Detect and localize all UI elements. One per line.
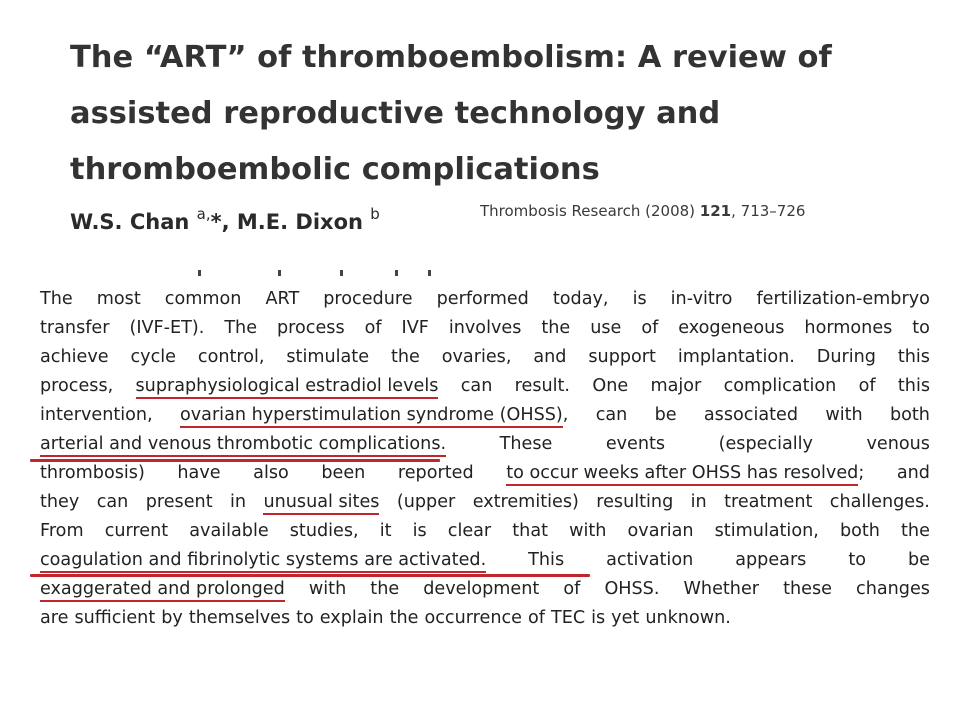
- authors-line: [70, 207, 380, 234]
- author-2-name: M.E. Dixon: [236, 210, 363, 234]
- word: appears: [735, 550, 807, 570]
- word: occurrence: [424, 608, 522, 628]
- word: associated: [703, 405, 799, 425]
- word: can: [595, 405, 628, 425]
- word: this: [897, 347, 930, 367]
- word: process: [277, 318, 345, 338]
- abstract-line: [40, 372, 930, 401]
- title-line-1: The “ART” of thromboembolism: A review of: [70, 40, 832, 75]
- author-separator: ,: [221, 210, 237, 234]
- word: to: [296, 608, 314, 628]
- word: sufficient: [74, 608, 156, 628]
- word: During: [816, 347, 876, 367]
- journal-volume: 121: [699, 202, 732, 220]
- paper-title: [70, 30, 940, 198]
- word: One: [592, 376, 629, 396]
- word: control,: [197, 347, 265, 367]
- word: OHSS.: [604, 579, 660, 599]
- word: present: [145, 492, 213, 512]
- word: the: [541, 318, 571, 338]
- word: (IVF-ET).: [129, 318, 205, 338]
- word: with: [569, 521, 607, 541]
- abstract-line: [40, 430, 930, 459]
- word: IVF: [401, 318, 429, 338]
- word: Whether: [683, 579, 760, 599]
- word: to: [848, 550, 866, 570]
- word: can: [96, 492, 129, 512]
- abstract-line: [40, 314, 930, 343]
- underlined-text: exaggerated and prolonged: [40, 579, 285, 602]
- word: in-vitro: [670, 289, 733, 309]
- word: unknown.: [645, 608, 731, 628]
- word: it: [379, 521, 392, 541]
- word: stimulation,: [714, 521, 819, 541]
- word: (especially: [718, 434, 813, 454]
- word: implantation.: [677, 347, 795, 367]
- word: performed: [436, 289, 529, 309]
- title-line-3: thromboembolic complications: [70, 152, 600, 187]
- journal-pages: , 713–726: [731, 202, 806, 220]
- word: The: [224, 318, 258, 338]
- word: fertilization-embryo: [756, 289, 930, 309]
- journal-name: Thrombosis Research (2008): [480, 202, 696, 220]
- abstract-line: [40, 285, 930, 314]
- underlined-text: ovarian hyperstimulation syndrome (OHSS): [180, 405, 563, 428]
- word: can: [460, 376, 493, 396]
- word: ovarian: [627, 521, 694, 541]
- underlined-phrase: [506, 459, 864, 488]
- word: with: [308, 579, 347, 599]
- word: the: [901, 521, 930, 541]
- cropped-text-fragment: [40, 262, 460, 276]
- word: ART: [265, 289, 300, 309]
- word: also: [253, 463, 289, 483]
- word: have: [177, 463, 221, 483]
- word: that: [512, 521, 548, 541]
- word: the: [389, 608, 419, 628]
- word: process,: [40, 376, 114, 396]
- word: changes: [856, 579, 930, 599]
- word: is: [632, 289, 647, 309]
- word: in: [230, 492, 247, 512]
- word: extremities): [472, 492, 579, 512]
- word: these: [783, 579, 832, 599]
- word: reported: [397, 463, 474, 483]
- underlined-phrase: [180, 401, 568, 430]
- word: been: [321, 463, 366, 483]
- word: is: [412, 521, 427, 541]
- abstract-line: [40, 575, 930, 604]
- word: explain: [319, 608, 384, 628]
- word: stimulate: [286, 347, 370, 367]
- underlined-phrase: [263, 488, 379, 517]
- underlined-text: supraphysiological estradiol levels: [136, 376, 439, 399]
- underlined-phrase: [40, 575, 285, 604]
- abstract-line: [40, 546, 930, 575]
- underlined-phrase: [40, 430, 446, 459]
- word: transfer: [40, 318, 110, 338]
- word: support: [588, 347, 656, 367]
- abstract-line: [40, 517, 930, 546]
- word: TEC: [550, 608, 586, 628]
- word: to: [912, 318, 930, 338]
- punctuation: ;: [858, 463, 865, 483]
- word: exogeneous: [678, 318, 785, 338]
- author-1-corresponding-mark: *: [210, 210, 222, 234]
- word: the: [370, 579, 400, 599]
- word: the: [390, 347, 420, 367]
- word: are: [40, 608, 69, 628]
- word: From: [40, 521, 84, 541]
- word: use: [590, 318, 622, 338]
- word: in: [690, 492, 707, 512]
- abstract-line: [40, 604, 930, 633]
- word: current: [104, 521, 169, 541]
- word: The: [40, 289, 73, 309]
- red-underline-stroke: [30, 574, 590, 577]
- word: cycle: [130, 347, 176, 367]
- word: by: [161, 608, 183, 628]
- word: activation: [606, 550, 694, 570]
- underlined-phrase: [40, 546, 486, 575]
- title-line-2: assisted reproductive technology and: [70, 96, 721, 131]
- word: be: [907, 550, 930, 570]
- word: common: [164, 289, 242, 309]
- underlined-text: to occur weeks after OHSS has resolved: [506, 463, 858, 486]
- word: involves: [448, 318, 522, 338]
- abstract-line: [40, 459, 930, 488]
- word: This: [528, 550, 565, 570]
- underlined-phrase: [136, 372, 439, 401]
- word: procedure: [323, 289, 413, 309]
- word: and: [533, 347, 567, 367]
- abstract-line: [40, 343, 930, 372]
- word: and: [896, 463, 930, 483]
- word: they: [40, 492, 80, 512]
- underlined-text: unusual sites: [263, 492, 379, 515]
- word: of: [364, 318, 382, 338]
- word: major: [650, 376, 702, 396]
- author-1-name: W.S. Chan: [70, 210, 190, 234]
- word: this: [897, 376, 930, 396]
- underlined-text: coagulation and fibrinolytic systems are activated.: [40, 550, 486, 573]
- word: of: [641, 318, 659, 338]
- word: of: [527, 608, 545, 628]
- word: development: [423, 579, 540, 599]
- word: both: [839, 521, 880, 541]
- word: achieve: [40, 347, 109, 367]
- word: available: [189, 521, 269, 541]
- word: intervention,: [40, 405, 153, 425]
- underlined-text: arterial and venous thrombotic complications.: [40, 434, 446, 457]
- word: resulting: [596, 492, 674, 512]
- abstract-line: [40, 488, 930, 517]
- author-1-affiliation: a,: [196, 205, 211, 223]
- word: events: [605, 434, 666, 454]
- word: of: [858, 376, 876, 396]
- word: complication: [723, 376, 837, 396]
- word: These: [499, 434, 553, 454]
- word: (upper: [396, 492, 456, 512]
- word: is: [591, 608, 606, 628]
- word: studies,: [289, 521, 359, 541]
- word: result.: [514, 376, 571, 396]
- word: themselves: [188, 608, 291, 628]
- author-2-affiliation: b: [370, 205, 380, 223]
- journal-citation: [480, 202, 805, 220]
- word: venous: [866, 434, 930, 454]
- word: most: [96, 289, 141, 309]
- word: ovaries,: [441, 347, 512, 367]
- word: of: [563, 579, 581, 599]
- punctuation: ,: [562, 405, 569, 425]
- red-underline-stroke: [30, 459, 440, 462]
- word: thrombosis): [40, 463, 145, 483]
- word: treatment: [724, 492, 813, 512]
- word: challenges.: [829, 492, 930, 512]
- word: today,: [552, 289, 609, 309]
- abstract-line: [40, 401, 930, 430]
- word: clear: [447, 521, 492, 541]
- word: both: [889, 405, 930, 425]
- word: with: [825, 405, 863, 425]
- word: yet: [611, 608, 640, 628]
- word: be: [654, 405, 677, 425]
- word: hormones: [804, 318, 893, 338]
